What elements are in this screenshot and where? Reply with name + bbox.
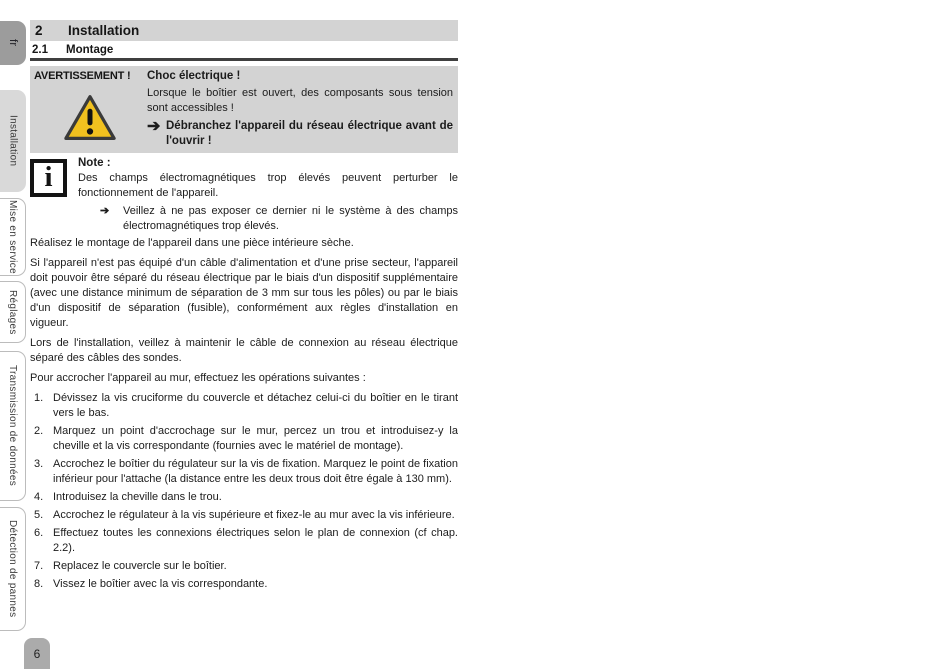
warning-title: Choc électrique ! [147,70,241,82]
step-text: Accrochez le boîtier du régulateur sur la vis de fixation. Marquez le point de fixation inférieur pour l'attache (la distance entre les deux trous doit être égale à 130 mm). [53,458,458,485]
paragraph: Si l'appareil n'est pas équipé d'un câble d'alimentation et d'une prise secteur, l'appareil doit pouvoir être séparé du réseau électrique par le biais d'un dispositif supplémentaire (avec une distance minimum de séparation de 3 mm sur tous les pôles) ou par le biais d'un dispositif de séparation (fusible), conformément aux règles d'installation en vigueur. [30,257,458,329]
list-item [30,526,458,556]
list-item [30,457,458,487]
arrow-icon: ➔ [147,118,161,135]
step-text: Introduisez la cheville dans le trou. [53,491,222,503]
step-text: Marquez un point d'accrochage sur le mur, percez un trou et introduisez-y la cheville et la vis correspondante (fournies avec le matériel de montage). [53,425,458,452]
step-text: Vissez le boîtier avec la vis correspondante. [53,578,268,590]
list-item [30,490,458,505]
section-title: Montage [66,44,114,56]
step-text: Accrochez le régulateur à la vis supérieure et fixez-le au mur avec la vis inférieure. [53,509,455,521]
warning-triangle-icon [62,93,118,148]
list-item [30,559,458,574]
paragraph: Réalisez le montage de l'appareil dans une pièce intérieure sèche. [30,237,354,249]
installation-steps [30,391,458,592]
note-title: Note : [78,157,111,169]
warning-action [147,119,453,149]
list-item [30,508,458,523]
warning-text: Lorsque le boîtier est ouvert, des composants sous tension sont accessibles ! [147,87,453,114]
sidebar-tab-label: Installation [7,115,19,167]
step-text: Replacez le couvercle sur le boîtier. [53,560,227,572]
step-number: 8. [34,578,44,590]
list-item [30,424,458,454]
warning-box [30,66,458,153]
chapter-heading [30,20,458,41]
note-action-text: Veillez à ne pas exposer ce dernier ni le système à des champs électromagnétiques trop élevés. [123,205,458,232]
sidebar-tab-label: Mise en service [7,200,18,274]
step-text: Effectuez toutes les connexions électriques selon le plan de connexion (cf chap. 2.2). [53,527,458,554]
warning-label: AVERTISSEMENT ! [34,70,131,82]
paragraph: Pour accrocher l'appareil au mur, effectuez les opérations suivantes : [30,372,366,384]
step-number: 1. [34,392,44,404]
chapter-number: 2 [35,23,43,38]
chapter-title: Installation [68,23,140,38]
page-number-tab [24,638,50,669]
step-number: 4. [34,491,44,503]
note-text: Des champs électromagnétiques trop élevés peuvent perturber le fonctionnement de l'appareil. [78,172,458,199]
section-number: 2.1 [32,44,48,56]
step-number: 3. [34,458,44,470]
warning-content [147,70,453,149]
warning-action-text: Débranchez l'appareil du réseau électrique avant de l'ouvrir ! [166,120,453,147]
arrow-icon: ➔ [100,205,110,217]
section-divider [30,58,458,61]
sidebar-tab-installation [0,90,26,192]
section-heading [30,44,458,56]
sidebar-tab-label: fr [7,39,19,47]
sidebar-tab-label: Transmission de données [7,365,18,487]
step-number: 2. [34,425,44,437]
sidebar-tab-transmission-de-donnees [0,351,26,501]
step-text: Dévissez la vis cruciforme du couvercle et détachez celui-ci du boîtier en le tirant vers le bas. [53,392,458,419]
info-icon: i [30,159,67,197]
step-number: 7. [34,560,44,572]
body-text [30,236,458,595]
sidebar-tab-label: Réglages [7,289,18,335]
sidebar-tab-mise-en-service [0,198,26,276]
note-action [100,204,458,234]
sidebar-tab-detection-de-pannes [0,507,26,631]
step-number: 6. [34,527,44,539]
note-content [78,157,458,234]
step-number: 5. [34,509,44,521]
list-item [30,391,458,421]
list-item [30,577,458,592]
sidebar-tab-language [0,21,26,65]
page-number: 6 [33,646,41,661]
paragraph: Lors de l'installation, veillez à maintenir le câble de connexion au réseau électrique séparé des câbles des sondes. [30,337,458,364]
sidebar-tab-label: Détection de pannes [7,520,18,618]
note-block [30,157,458,234]
sidebar-tab-reglages [0,281,26,343]
